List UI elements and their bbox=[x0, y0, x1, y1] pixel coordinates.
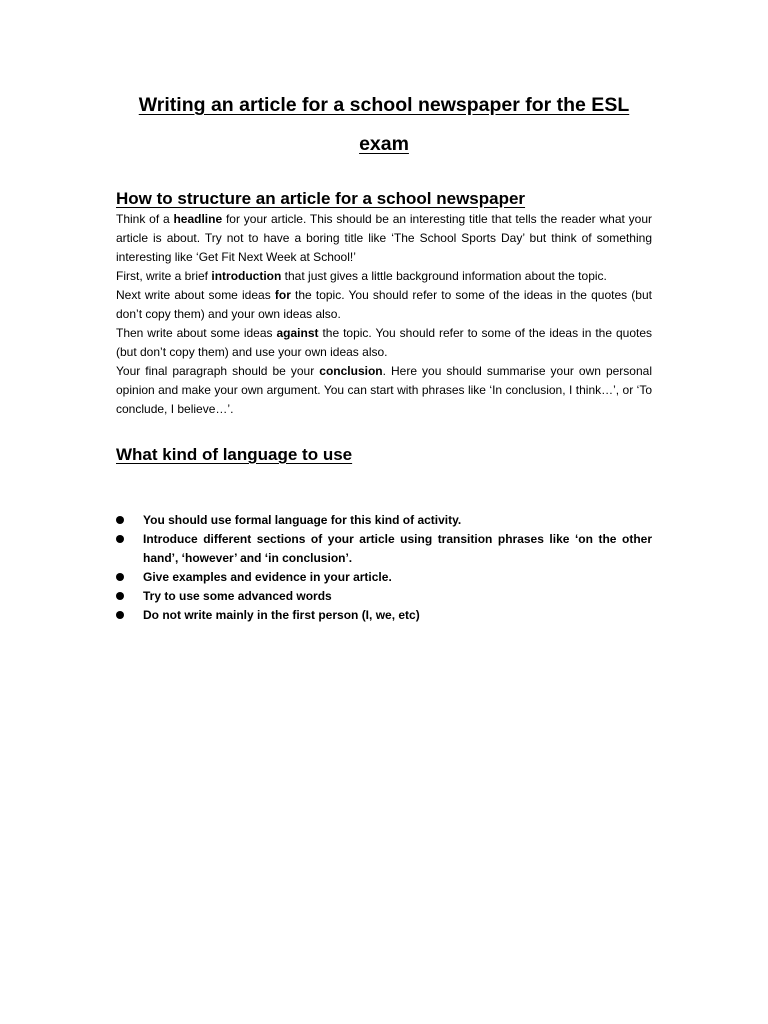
paragraph-text: First, write a brief bbox=[116, 269, 212, 283]
paragraph-keyword: introduction bbox=[211, 269, 282, 283]
list-item-text: You should use formal language for this kind of activity. bbox=[143, 513, 462, 527]
section-heading-structure: How to structure an article for a school newspaper bbox=[116, 189, 526, 208]
paragraph-keyword: conclusion bbox=[319, 364, 383, 378]
paragraph-text: . Here you should summarise your own personal opinion and make your own argument. You can start with phrases like ‘In conclusion, I think…’, or ‘To conclude, I believe…’. bbox=[116, 364, 652, 416]
paragraph-ideas-for bbox=[116, 286, 652, 324]
bullet-dot-icon bbox=[116, 592, 124, 600]
paragraph-headline bbox=[116, 210, 652, 267]
list-item-text: Give examples and evidence in your article. bbox=[143, 570, 392, 584]
paragraph-text: the topic. You should refer to some of the ideas in the quotes (but don’t copy them) and use your own ideas also. bbox=[116, 326, 652, 359]
paragraph-keyword: for bbox=[274, 288, 291, 302]
bullet-dot-icon bbox=[116, 516, 124, 524]
paragraph-conclusion bbox=[116, 362, 652, 419]
paragraph-keyword: headline bbox=[173, 212, 223, 226]
document-title: Writing an article for a school newspaper for the ESL exam bbox=[138, 94, 630, 155]
bullet-dot-icon bbox=[116, 611, 124, 619]
bullet-dot-icon bbox=[116, 535, 124, 543]
list-item-text: Do not write mainly in the first person (I, we, etc) bbox=[143, 608, 420, 622]
section-heading-language: What kind of language to use bbox=[116, 445, 353, 464]
list-item bbox=[116, 511, 652, 530]
list-item-text: Introduce different sections of your article using transition phrases like ‘on the other hand’, ‘however’ and ‘in conclusion’. bbox=[143, 532, 652, 565]
document-page bbox=[116, 86, 652, 625]
paragraph-ideas-against bbox=[116, 324, 652, 362]
paragraph-text: that just gives a little background information about the topic. bbox=[281, 269, 607, 283]
paragraph-introduction bbox=[116, 267, 652, 286]
list-item bbox=[116, 587, 652, 606]
paragraph-text: Think of a bbox=[116, 212, 174, 226]
list-item-text: Try to use some advanced words bbox=[143, 589, 332, 603]
list-item bbox=[116, 530, 652, 568]
list-item bbox=[116, 568, 652, 587]
paragraph-text: Your final paragraph should be your bbox=[116, 364, 320, 378]
paragraph-text: Then write about some ideas bbox=[116, 326, 277, 340]
paragraph-text: the topic. You should refer to some of the ideas in the quotes (but don’t copy them) and your own ideas also. bbox=[116, 288, 652, 321]
paragraph-keyword: against bbox=[276, 326, 319, 340]
language-tips-list bbox=[116, 511, 652, 625]
list-item bbox=[116, 606, 652, 625]
paragraph-text: Next write about some ideas bbox=[116, 288, 275, 302]
paragraph-text: for your article. This should be an interesting title that tells the reader what your article is about. Try not to have a boring title like ‘The School Sports Day’ but think of something interesting like ‘Get Fit Next Week at School!’ bbox=[116, 212, 652, 264]
bullet-dot-icon bbox=[116, 573, 124, 581]
